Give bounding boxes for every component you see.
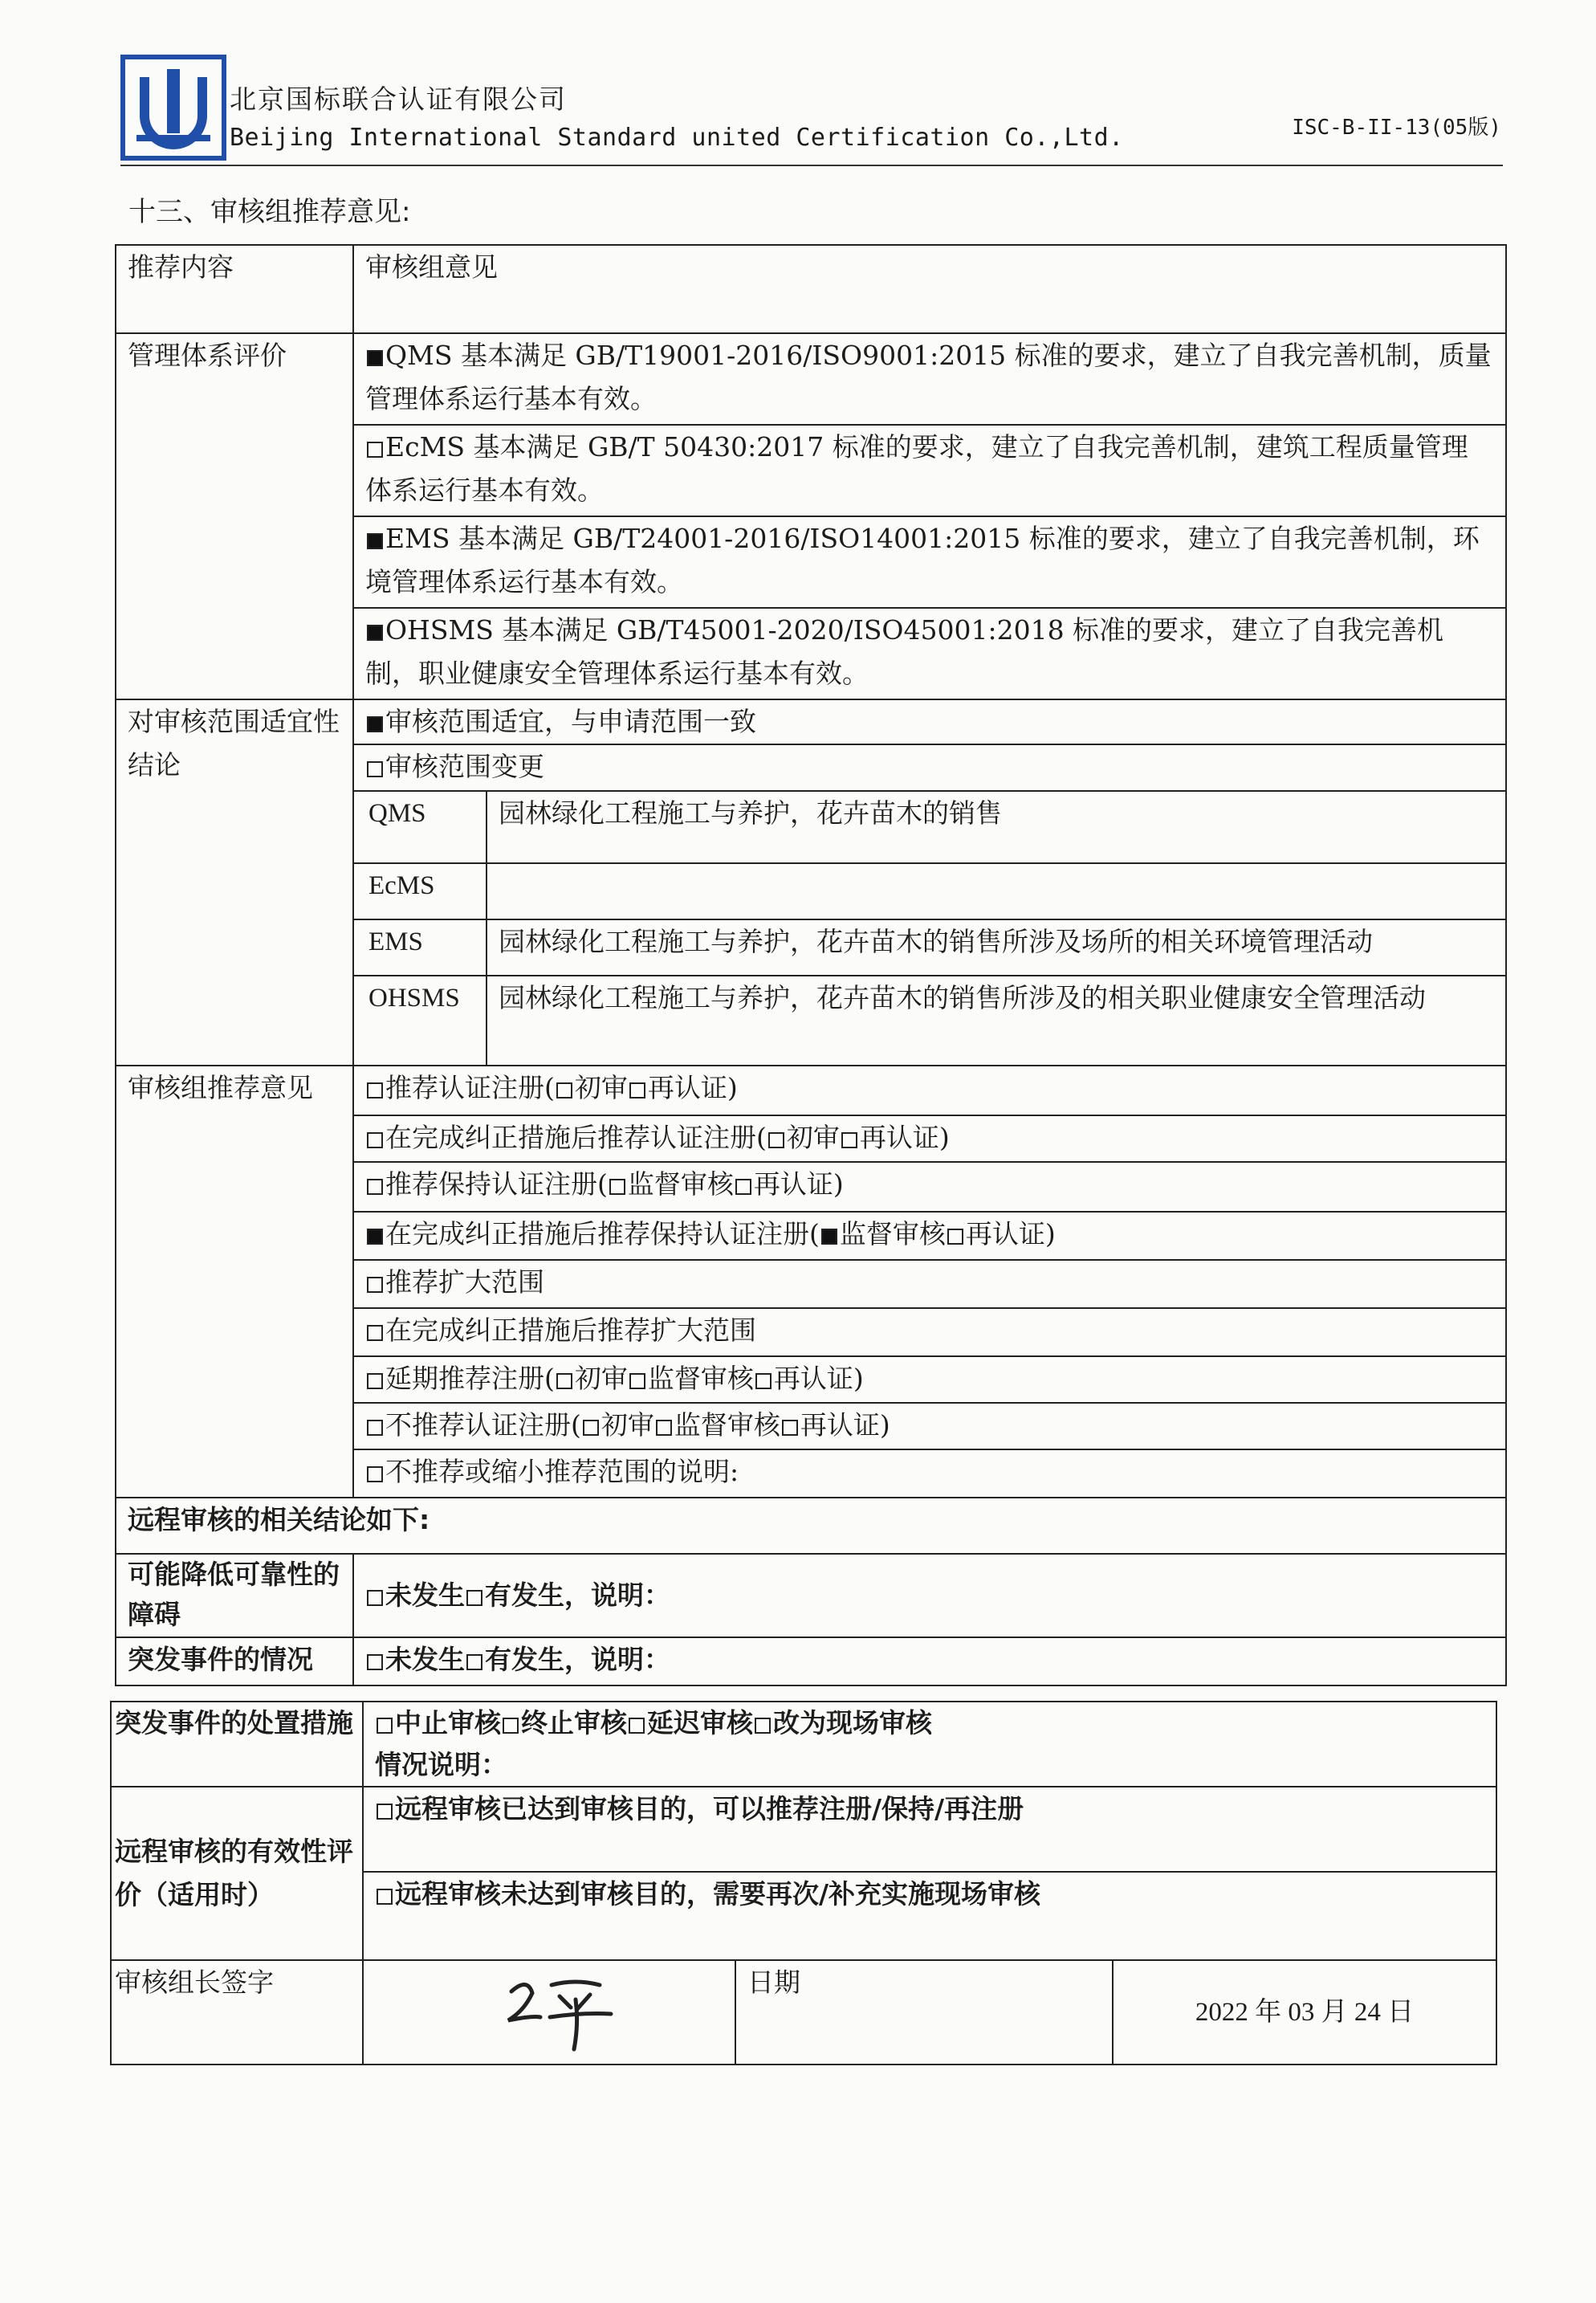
handling-suspend: 中止审核 <box>395 1707 501 1738</box>
rec-row-2 <box>353 1115 1506 1162</box>
emergency-not-occur: 未发生 <box>385 1644 465 1675</box>
reduce-value <box>353 1554 1506 1637</box>
rec-8-text: 不推荐认证注册( <box>385 1409 581 1441</box>
scope-text-ohsms: 园林绿化工程施工与养护，花卉苗木的销售所涉及的相关职业健康安全管理活动 <box>487 976 1506 1066</box>
handwritten-signature <box>375 1961 723 2049</box>
checkbox-empty-icon <box>466 1590 482 1606</box>
checkbox-empty-icon <box>377 1718 393 1734</box>
checkbox-empty-icon <box>782 1420 798 1436</box>
handling-terminate: 终止审核 <box>521 1707 627 1738</box>
document-header <box>120 55 1501 167</box>
scope-ok-row <box>353 699 1506 744</box>
checkbox-empty-icon <box>735 1179 751 1195</box>
rec-7-initial: 初审 <box>574 1363 628 1394</box>
scope-label: 对审核范围适宜性结论 <box>116 699 353 1066</box>
checkbox-checked-icon <box>367 533 383 549</box>
mgmt-eval-label: 管理体系评价 <box>116 333 353 699</box>
scope-ok-text: 审核范围适宜，与申请范围一致 <box>385 706 756 737</box>
date-label: 日期 <box>735 1960 1113 2065</box>
rec-8-surv: 监督审核 <box>674 1409 780 1441</box>
checkbox-empty-icon <box>367 1466 383 1482</box>
checkbox-checked-icon <box>821 1229 837 1245</box>
mgmt-eval-ems-text: EMS 基本满足 GB/T24001-2016/ISO14001:2015 标准的要求，建立了自我完善机制，环境管理体系运行基本有效。 <box>365 523 1480 597</box>
mgmt-eval-ecms <box>353 425 1506 516</box>
checkbox-empty-icon <box>367 1590 383 1606</box>
checkbox-empty-icon <box>367 1654 383 1670</box>
document-number: ISC-B-II-13(05版) <box>1292 116 1501 140</box>
scope-change-row <box>353 744 1506 791</box>
rec-3-surv: 监督审核 <box>627 1168 734 1200</box>
rec-6-text: 在完成纠正措施后推荐扩大范围 <box>385 1315 756 1346</box>
rec-row-7 <box>353 1356 1506 1403</box>
header-divider <box>120 165 1503 166</box>
mgmt-eval-ohsms-text: OHSMS 基本满足 GB/T45001-2020/ISO45001:2018 标准的要求，建立了自我完善机制，职业健康安全管理体系运行基本有效。 <box>365 614 1444 689</box>
checkbox-empty-icon <box>629 1718 645 1734</box>
rec-8-initial: 初审 <box>601 1409 654 1441</box>
rec-4-text: 在完成纠正措施后推荐保持认证注册( <box>385 1218 820 1249</box>
rec-row-4 <box>353 1212 1506 1260</box>
mgmt-eval-ecms-text: EcMS 基本满足 GB/T 50430:2017 标准的要求，建立了自我完善机制，建筑工程质量管理体系运行基本有效。 <box>365 431 1468 506</box>
checkbox-empty-icon <box>367 1420 383 1436</box>
reduce-label: 可能降低可靠性的障碍 <box>116 1554 353 1637</box>
rec-9-text: 不推荐或缩小推荐范围的说明: <box>385 1456 739 1487</box>
mgmt-eval-ohsms <box>353 608 1506 699</box>
reduce-not-occur: 未发生 <box>385 1579 465 1611</box>
valid-b-row <box>363 1872 1496 1960</box>
remote-header: 远程审核的相关结论如下: <box>116 1498 1506 1554</box>
rec-row-6 <box>353 1308 1506 1356</box>
leader-signature-cell <box>363 1960 735 2065</box>
rec-3-text: 推荐保持认证注册( <box>385 1168 608 1200</box>
leader-label: 审核组长签字 <box>111 1960 363 2065</box>
scope-sys-ems: EMS <box>353 919 487 976</box>
emergency-label: 突发事件的情况 <box>116 1637 353 1685</box>
rec-1-text: 推荐认证注册( <box>385 1072 555 1103</box>
checkbox-checked-icon <box>367 1229 383 1245</box>
checkbox-empty-icon <box>503 1718 519 1734</box>
checkbox-empty-icon <box>947 1229 963 1245</box>
rec-row-9 <box>353 1449 1506 1498</box>
rec-1-recert: 再认证) <box>647 1072 738 1103</box>
checkbox-empty-icon <box>367 1373 383 1389</box>
checkbox-empty-icon <box>377 1804 393 1820</box>
checkbox-empty-icon <box>367 1325 383 1341</box>
rec-4-surv: 监督审核 <box>839 1218 946 1249</box>
remote-audit-table <box>110 1701 1497 2065</box>
section-title: 十三、审核组推荐意见: <box>128 196 411 228</box>
handling-note: 情况说明： <box>375 1749 507 1780</box>
rec-2-initial: 初审 <box>786 1122 840 1153</box>
valid-label: 远程审核的有效性评价（适用时） <box>111 1787 363 1960</box>
recommend-label: 审核组推荐意见 <box>116 1066 353 1498</box>
rec-row-8 <box>353 1403 1506 1449</box>
handling-onsite: 改为现场审核 <box>773 1707 932 1738</box>
mgmt-eval-qms-text: QMS 基本满足 GB/T19001-2016/ISO9001:2015 标准的要求，建立了自我完善机制，质量管理体系运行基本有效。 <box>365 340 1492 414</box>
checkbox-empty-icon <box>755 1373 772 1389</box>
checkbox-empty-icon <box>583 1420 599 1436</box>
signature-mark-icon <box>495 1967 624 2056</box>
scope-sys-ecms: EcMS <box>353 863 487 919</box>
scope-sys-qms: QMS <box>353 791 487 863</box>
rec-row-3 <box>353 1162 1506 1212</box>
scope-text-qms: 园林绿化工程施工与养护，花卉苗木的销售 <box>487 791 1506 863</box>
rec-8-recert: 再认证) <box>800 1409 890 1441</box>
checkbox-empty-icon <box>377 1889 393 1905</box>
checkbox-empty-icon <box>367 1132 383 1148</box>
scope-text-ecms <box>487 863 1506 919</box>
rec-2-text: 在完成纠正措施后推荐认证注册( <box>385 1122 767 1153</box>
recommendation-table <box>115 244 1507 1686</box>
checkbox-empty-icon <box>466 1654 482 1670</box>
date-value: 2022 年 03 月 24 日 <box>1113 1960 1496 2065</box>
emergency-value <box>353 1637 1506 1685</box>
handling-label: 突发事件的处置措施 <box>111 1702 363 1787</box>
company-logo-icon <box>120 55 226 161</box>
reduce-occur: 有发生，说明： <box>485 1579 670 1611</box>
checkbox-empty-icon <box>609 1179 625 1195</box>
scope-sys-ohsms: OHSMS <box>353 976 487 1066</box>
rec-7-surv: 监督审核 <box>647 1363 754 1394</box>
mgmt-eval-ems <box>353 516 1506 608</box>
rec-4-recert: 再认证) <box>965 1218 1056 1249</box>
valid-b-text: 远程审核未达到审核目的，需要再次/补充实施现场审核 <box>395 1878 1041 1910</box>
checkbox-checked-icon <box>367 350 383 366</box>
checkbox-empty-icon <box>367 761 383 777</box>
checkbox-empty-icon <box>656 1420 672 1436</box>
checkbox-empty-icon <box>755 1718 771 1734</box>
checkbox-empty-icon <box>841 1132 857 1148</box>
rec-row-1 <box>353 1066 1506 1115</box>
checkbox-empty-icon <box>629 1082 645 1099</box>
company-name-en: Beijing International Standard united Certification Co.,Ltd. <box>230 124 1124 152</box>
handling-delay: 延迟审核 <box>647 1707 753 1738</box>
col-header-opinion: 审核组意见 <box>353 245 1506 333</box>
checkbox-checked-icon <box>367 625 383 641</box>
rec-5-text: 推荐扩大范围 <box>385 1266 544 1298</box>
checkbox-empty-icon <box>367 1277 383 1293</box>
checkbox-empty-icon <box>367 1179 383 1195</box>
handling-value <box>363 1702 1496 1787</box>
rec-7-recert: 再认证) <box>773 1363 864 1394</box>
valid-a-text: 远程审核已达到审核目的，可以推荐注册/保持/再注册 <box>395 1793 1024 1824</box>
checkbox-checked-icon <box>367 716 383 732</box>
company-name-cn: 北京国标联合认证有限公司 <box>230 84 567 115</box>
rec-row-5 <box>353 1260 1506 1308</box>
rec-7-text: 延期推荐注册( <box>385 1363 555 1394</box>
emergency-occur: 有发生，说明： <box>485 1644 670 1675</box>
checkbox-empty-icon <box>367 1082 383 1099</box>
checkbox-empty-icon <box>367 442 383 458</box>
rec-3-recert: 再认证) <box>753 1168 844 1200</box>
scope-text-ems: 园林绿化工程施工与养护，花卉苗木的销售所涉及场所的相关环境管理活动 <box>487 919 1506 976</box>
scope-change-text: 审核范围变更 <box>385 751 544 782</box>
checkbox-empty-icon <box>556 1082 572 1099</box>
mgmt-eval-qms <box>353 333 1506 425</box>
valid-a-row <box>363 1787 1496 1872</box>
col-header-content: 推荐内容 <box>116 245 353 333</box>
checkbox-empty-icon <box>556 1373 572 1389</box>
rec-2-recert: 再认证) <box>859 1122 950 1153</box>
checkbox-empty-icon <box>768 1132 784 1148</box>
rec-1-initial: 初审 <box>574 1072 628 1103</box>
checkbox-empty-icon <box>629 1373 645 1389</box>
